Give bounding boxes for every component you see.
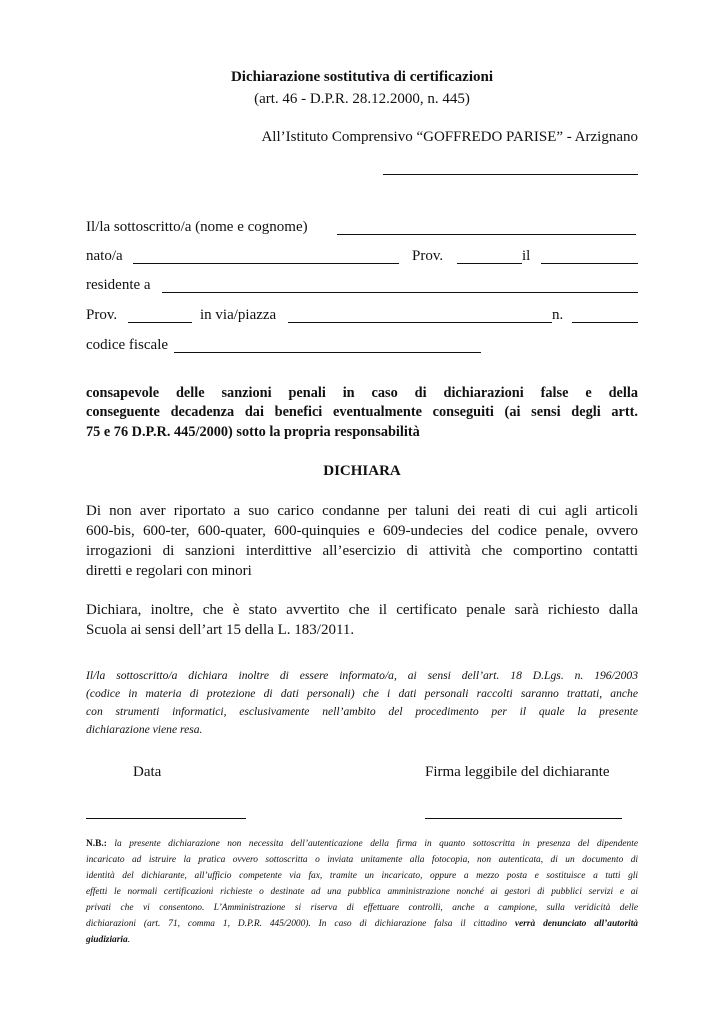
- note-line-6: [86, 919, 638, 929]
- document-title: Dichiarazione sostitutiva di certificazioni: [230, 69, 494, 85]
- note-line-4: effetti le normali certificazioni richieste o destinate ad una pubblica amministrazione nonché ai gestori di pubblici servizi e ai: [86, 887, 638, 897]
- declaration-1-line-4: diretti e regolari con minori: [86, 563, 252, 579]
- prov-blank: [457, 263, 522, 264]
- document-subtitle: (art. 46 - D.P.R. 28.12.2000, n. 445): [254, 91, 470, 107]
- declaration-2-line-1: Dichiara, inoltre, che è stato avvertito che il certificato penale sarà richiesto dalla: [86, 602, 638, 618]
- declaration-1-line-1: Di non aver riportato a suo carico condanne per taluni dei reati di cui agli articoli: [86, 503, 638, 519]
- note-line-6-text: dichiarazioni (art. 71, comma 1, D.P.R. 445/2000). In caso di dichiarazione falsa il cittadino: [86, 919, 507, 929]
- privacy-line-3: con strumenti informatici, esclusivamente nell’ambito del procedimento per il quale la presente: [86, 705, 638, 718]
- number-blank: [572, 322, 638, 323]
- note-bold-tail: verrà denunciato all’autorità: [514, 919, 638, 929]
- signature-label: Firma leggibile del dichiarante: [425, 764, 610, 780]
- prov-label: Prov.: [412, 248, 444, 264]
- born-label: nato/a: [86, 248, 123, 264]
- note-line-2: incaricato ad istruire la pratica ovvero sottoscritta o inviata unitamente alla fotocopia, non autenticata, di un documento di: [86, 855, 638, 865]
- signature-blank: [425, 818, 622, 819]
- note-line-3: identità del dichiarante, all’ufficio competente via fax, tramite un incaricato, oppure a mezzo posta e sostituisce a tutti gli: [86, 871, 638, 881]
- declare-heading: DICHIARA: [323, 463, 401, 479]
- date-of-birth-blank: [541, 263, 638, 264]
- born-blank: [133, 263, 399, 264]
- residence-label: residente a: [86, 277, 151, 293]
- fiscal-code-label: codice fiscale: [86, 337, 169, 353]
- note-line-1: [86, 839, 638, 849]
- awareness-line-3: 75 e 76 D.P.R. 445/2000) sotto la propria responsabilità: [86, 424, 420, 440]
- privacy-line-4: dichiarazione viene resa.: [86, 723, 203, 736]
- il-label: il: [522, 248, 531, 264]
- privacy-line-2: (codice in materia di protezione di dati personali) che i dati personali raccolti saranno trattati, anche: [86, 687, 638, 700]
- note-line-1-text: la presente dichiarazione non necessita dell’autenticazione della firma in quanto sottoscritta in presenza del dipendente: [114, 839, 638, 849]
- awareness-line-2: conseguente decadenza dai benefici eventualmente conseguiti (ai sensi degli artt.: [86, 404, 638, 420]
- date-signature-blank: [86, 818, 246, 819]
- prov2-label: Prov.: [86, 307, 118, 323]
- name-label: Il/la sottoscritto/a (nome e cognome): [86, 219, 308, 235]
- note-prefix: N.B.:: [86, 839, 107, 849]
- street-label: in via/piazza: [200, 307, 277, 323]
- note-last-word: giudiziaria: [86, 935, 128, 945]
- awareness-line-1: consapevole delle sanzioni penali in caso di dichiarazioni false e della: [86, 385, 638, 401]
- declaration-1-line-3: irrogazioni di sanzioni interdittive all’esercizio di attività che comportino contatti: [86, 543, 638, 559]
- note-last-dot: .: [127, 935, 131, 945]
- recipient-line: All’Istituto Comprensivo “GOFFREDO PARISE” - Arzignano: [261, 129, 638, 145]
- name-blank: [337, 234, 636, 235]
- recipient-blank: [383, 174, 638, 175]
- date-label: Data: [133, 764, 162, 780]
- note-line-5: privati che vi consentono. L’Amministrazione si riserva di effettuare controlli, anche a campione, sulla veridicità delle: [86, 903, 638, 913]
- street-blank: [288, 322, 552, 323]
- declaration-2-line-2: Scuola ai sensi dell’art 15 della L. 183/2011.: [86, 622, 355, 638]
- residence-blank: [162, 292, 638, 293]
- number-label: n.: [552, 307, 564, 323]
- privacy-line-1: Il/la sottoscritto/a dichiara inoltre di essere informato/a, ai sensi dell’art. 18 D.Lgs. n. 196/2003: [86, 669, 638, 682]
- note-line-7: [86, 935, 130, 945]
- declaration-1-line-2: 600-bis, 600-ter, 600-quater, 600-quinquies e 609-undecies del codice penale, ovvero: [86, 523, 638, 539]
- prov2-blank: [128, 322, 192, 323]
- fiscal-code-blank: [174, 352, 481, 353]
